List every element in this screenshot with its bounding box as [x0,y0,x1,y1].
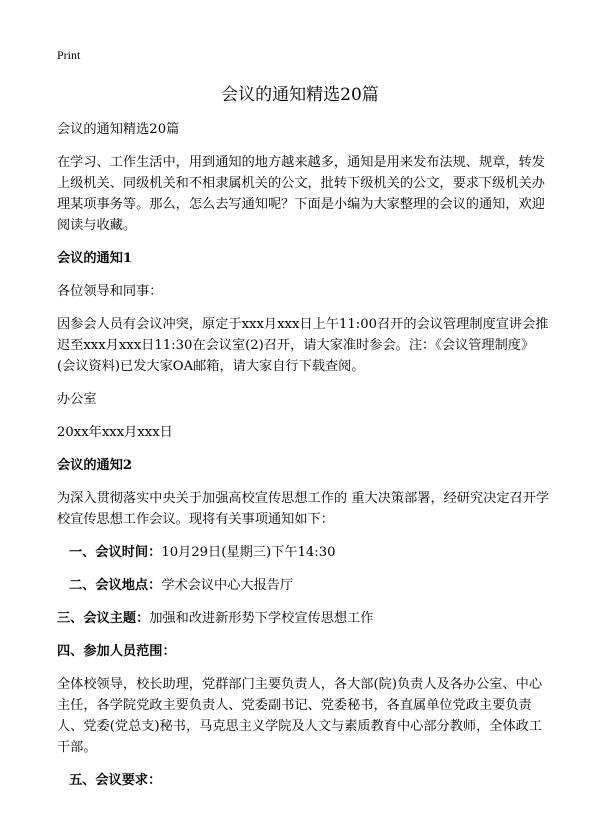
notice-1-sender: 办公室 [57,392,97,407]
print-label[interactable]: Print [57,48,81,62]
page-title: 会议的通知精选20篇 [221,85,379,105]
participants-label: 四、参加人员范围： [57,644,176,659]
notice-1-greeting: 各位领导和同事： [57,284,163,299]
meeting-place-label: 二、会议地点： [69,578,162,593]
participants-value: 全体校领导，校长助理，党群部门主要负责人，各大部(院)负责人及各办公室、中心主任，各学院党政主要负责人、党委副书记、党委秘书，各直属单位党政主要负责人、党委(党总支)秘书，马克思主义学院及人文与素质教育中心部分教师，全体政工干部。 [57,677,543,755]
document-subtitle: 会议的通知精选20篇 [57,122,180,137]
notice-1-content: 因参会人员有会议冲突，原定于xxx月xxx日上午11:00召开的会议管理制度宣讲会推迟至xxx月xxx日11:30在会议室(2)召开，请大家准时参会。注：《会议管理制度》(会议资料)已发大家OA邮箱，请大家自行下载查阅。 [57,317,549,374]
meeting-place-item [57,575,552,596]
meeting-time-item [57,542,552,563]
meeting-theme-item [57,608,552,629]
intro-paragraph: 在学习、工作生活中，用到通知的地方越来越多，通知是用来发布法规、规章，转发上级机关、同级机关和不相隶属机关的公文，批转下级机关的公文，要求下级机关办理某项事务等。那么，怎么去写通知呢？下面是小编为大家整理的会议的通知，欢迎阅读与收藏。 [57,155,545,233]
document-body [57,119,552,803]
meeting-place-value: 学术会议中心大报告厅 [161,578,294,593]
notice-2-heading: 会议的通知2 [57,458,133,473]
meeting-theme-label: 三、会议主题： [57,611,150,626]
notice-2-content: 为深入贯彻落实中央关于加强高校宣传思想工作的 重大决策部署，经研究决定召开学校宣传思想工作会议。现将有关事项通知如下： [57,491,550,527]
notice-1-heading: 会议的通知1 [57,251,133,266]
requirements-label: 五、会议要求： [69,773,162,788]
meeting-theme-value: 加强和改进新形势下学校宣传思想工作 [149,611,374,626]
notice-1-date: 20xx年xxx月xxx日 [57,425,173,440]
meeting-time-label: 一、会议时间： [69,545,162,560]
meeting-time-value: 10月29日(星期三)下午14:30 [161,545,336,560]
